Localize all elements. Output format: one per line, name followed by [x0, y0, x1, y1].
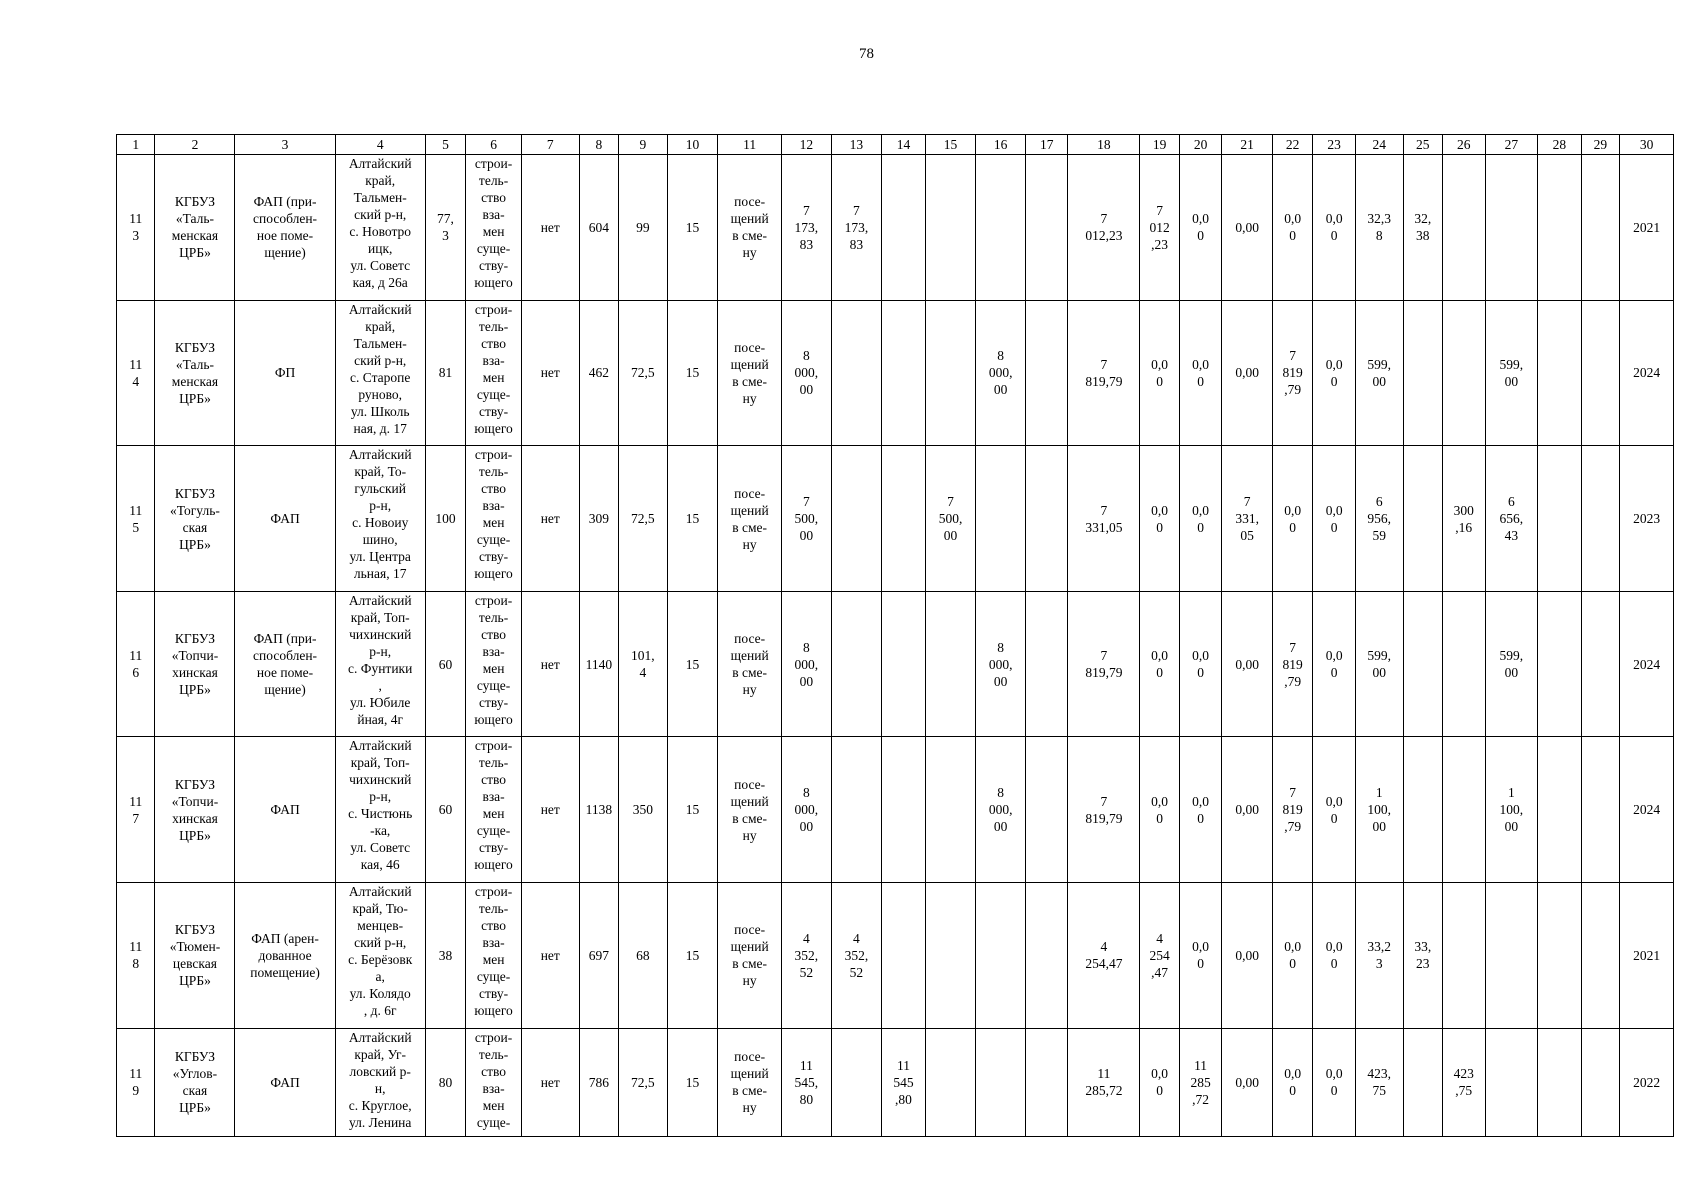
- table-cell: 0,0 0: [1272, 1028, 1312, 1136]
- table-cell: 11 3: [117, 155, 155, 301]
- table-cell: 0,0 0: [1272, 882, 1312, 1028]
- table-cell: [1538, 1028, 1582, 1136]
- table-cell: 68: [619, 882, 668, 1028]
- header-cell: 1: [117, 135, 155, 155]
- table-cell: 15: [667, 300, 718, 446]
- table-cell: 7 173, 83: [782, 155, 832, 301]
- header-cell: 13: [831, 135, 882, 155]
- table-cell: 2023: [1620, 446, 1674, 592]
- table-cell: нет: [521, 1028, 579, 1136]
- table-row: [117, 446, 1674, 592]
- table-cell: 8 000, 00: [782, 591, 832, 737]
- table-cell: [976, 155, 1026, 301]
- table-cell: [831, 737, 882, 883]
- header-cell: 24: [1355, 135, 1403, 155]
- table-cell: нет: [521, 737, 579, 883]
- table-cell: нет: [521, 446, 579, 592]
- table-cell: [1403, 446, 1442, 592]
- table-cell: 15: [667, 155, 718, 301]
- table-cell: 0,0 0: [1272, 155, 1312, 301]
- table-cell: 2024: [1620, 737, 1674, 883]
- table-cell: 15: [667, 737, 718, 883]
- table-cell: строи- тель- ство вза- мен суще- ству- ющего: [466, 882, 522, 1028]
- table-cell: [1442, 737, 1485, 883]
- table-cell: 599, 00: [1485, 591, 1538, 737]
- table-cell: КГБУЗ «Тогуль- ская ЦРБ»: [155, 446, 235, 592]
- table-cell: нет: [521, 591, 579, 737]
- table-cell: [925, 882, 976, 1028]
- table-cell: 0,0 0: [1179, 591, 1222, 737]
- table-cell: 15: [667, 591, 718, 737]
- table-cell: Алтайский край, Топ- чихинский р-н, с. Фунтики , ул. Юбиле йная, 4г: [335, 591, 425, 737]
- table-cell: [1025, 737, 1068, 883]
- table-cell: 309: [579, 446, 618, 592]
- header-cell: 19: [1140, 135, 1179, 155]
- table-cell: 100: [425, 446, 465, 592]
- table-cell: КГБУЗ «Таль- менская ЦРБ»: [155, 300, 235, 446]
- table-cell: [831, 300, 882, 446]
- table-cell: [1581, 446, 1619, 592]
- table-cell: 32,3 8: [1355, 155, 1403, 301]
- table-cell: строи- тель- ство вза- мен суще- ству- ющего: [466, 591, 522, 737]
- table-cell: Алтайский край, Тю- менцев- ский р-н, с. Берёзовк а, ул. Колядо , д. 6г: [335, 882, 425, 1028]
- table-cell: 72,5: [619, 446, 668, 592]
- table-cell: 423 ,75: [1442, 1028, 1485, 1136]
- table-cell: [1485, 1028, 1538, 1136]
- table-cell: КГБУЗ «Топчи- хинская ЦРБ»: [155, 591, 235, 737]
- table-cell: [1442, 882, 1485, 1028]
- table-cell: [1538, 737, 1582, 883]
- table-cell: 599, 00: [1485, 300, 1538, 446]
- table-cell: 4 352, 52: [782, 882, 832, 1028]
- table-cell: [1403, 591, 1442, 737]
- table-cell: [1538, 591, 1582, 737]
- table-cell: 350: [619, 737, 668, 883]
- table-cell: ФАП (арен- дованное помещение): [235, 882, 335, 1028]
- table-cell: ФАП (при- способлен- ное поме- щение): [235, 155, 335, 301]
- table-cell: [882, 882, 926, 1028]
- table-cell: [1025, 155, 1068, 301]
- table-cell: 7 012 ,23: [1140, 155, 1179, 301]
- header-cell: 2: [155, 135, 235, 155]
- header-cell: 8: [579, 135, 618, 155]
- table-cell: 599, 00: [1355, 591, 1403, 737]
- table-cell: [882, 737, 926, 883]
- table-row: [117, 1028, 1674, 1136]
- table-cell: 7 500, 00: [782, 446, 832, 592]
- table-cell: Алтайский край, Уг- ловский р- н, с. Круглое, ул. Ленина: [335, 1028, 425, 1136]
- table-cell: 7 819,79: [1068, 300, 1140, 446]
- table-cell: [976, 1028, 1026, 1136]
- table-cell: строи- тель- ство вза- мен суще- ству- ющего: [466, 155, 522, 301]
- table-cell: 0,0 0: [1140, 591, 1179, 737]
- table-cell: 77, 3: [425, 155, 465, 301]
- table-cell: [925, 591, 976, 737]
- table-cell: ФАП (при- способлен- ное поме- щение): [235, 591, 335, 737]
- header-cell: 28: [1538, 135, 1582, 155]
- table-cell: [831, 446, 882, 592]
- table-cell: 11 545 ,80: [882, 1028, 926, 1136]
- table-cell: 4 254 ,47: [1140, 882, 1179, 1028]
- table-cell: [1538, 300, 1582, 446]
- table-cell: 11 5: [117, 446, 155, 592]
- table-cell: 0,0 0: [1313, 1028, 1356, 1136]
- table-cell: 786: [579, 1028, 618, 1136]
- table-cell: 0,0 0: [1140, 1028, 1179, 1136]
- table-cell: 32, 38: [1403, 155, 1442, 301]
- table-cell: 0,0 0: [1272, 446, 1312, 592]
- data-table: [116, 134, 1674, 1137]
- table-cell: [882, 300, 926, 446]
- table-cell: 101, 4: [619, 591, 668, 737]
- table-cell: [1403, 1028, 1442, 1136]
- header-cell: 10: [667, 135, 718, 155]
- table-cell: [882, 155, 926, 301]
- table-cell: 0,00: [1222, 737, 1273, 883]
- table-cell: строи- тель- ство вза- мен суще- ству- ющего: [466, 737, 522, 883]
- table-cell: 0,0 0: [1313, 591, 1356, 737]
- table-cell: ФАП: [235, 446, 335, 592]
- header-cell: 17: [1025, 135, 1068, 155]
- header-cell: 6: [466, 135, 522, 155]
- table-cell: 72,5: [619, 1028, 668, 1136]
- table-cell: 11 4: [117, 300, 155, 446]
- header-cell: 9: [619, 135, 668, 155]
- table-cell: 11 7: [117, 737, 155, 883]
- table-cell: посе- щений в сме- ну: [718, 1028, 782, 1136]
- table-cell: 99: [619, 155, 668, 301]
- table-cell: 0,00: [1222, 882, 1273, 1028]
- table-cell: 8 000, 00: [976, 300, 1026, 446]
- table-cell: 7 819,79: [1068, 737, 1140, 883]
- table-cell: ФАП: [235, 737, 335, 883]
- table-cell: [1581, 882, 1619, 1028]
- table-cell: 0,0 0: [1140, 737, 1179, 883]
- table-cell: 0,0 0: [1313, 737, 1356, 883]
- table-cell: [831, 591, 882, 737]
- table-cell: [925, 737, 976, 883]
- header-cell: 21: [1222, 135, 1273, 155]
- table-cell: [1485, 882, 1538, 1028]
- header-cell: 7: [521, 135, 579, 155]
- table-cell: Алтайский край, Тальмен- ский р-н, с. Старопе руново, ул. Школь ная, д. 17: [335, 300, 425, 446]
- table-cell: КГБУЗ «Таль- менская ЦРБ»: [155, 155, 235, 301]
- table-cell: [1025, 300, 1068, 446]
- table-cell: 0,0 0: [1179, 446, 1222, 592]
- table-cell: 423, 75: [1355, 1028, 1403, 1136]
- table-cell: [925, 155, 976, 301]
- header-cell: 11: [718, 135, 782, 155]
- page-number: 78: [859, 46, 874, 62]
- table-cell: 11 6: [117, 591, 155, 737]
- table-cell: посе- щений в сме- ну: [718, 155, 782, 301]
- table-cell: 0,0 0: [1179, 300, 1222, 446]
- table-cell: 2021: [1620, 155, 1674, 301]
- table-cell: [1581, 737, 1619, 883]
- table-cell: [1581, 591, 1619, 737]
- table-cell: [1403, 300, 1442, 446]
- header-cell: 30: [1620, 135, 1674, 155]
- header-cell: 18: [1068, 135, 1140, 155]
- table-cell: 1 100, 00: [1355, 737, 1403, 883]
- table-cell: [831, 1028, 882, 1136]
- table-row: [117, 300, 1674, 446]
- table-cell: нет: [521, 882, 579, 1028]
- table-cell: 0,0 0: [1313, 155, 1356, 301]
- table-cell: [1025, 1028, 1068, 1136]
- table-cell: 60: [425, 737, 465, 883]
- table-cell: 72,5: [619, 300, 668, 446]
- table-cell: 0,0 0: [1179, 155, 1222, 301]
- table-cell: ФП: [235, 300, 335, 446]
- header-cell: 22: [1272, 135, 1312, 155]
- table-cell: 2021: [1620, 882, 1674, 1028]
- table-cell: [1581, 155, 1619, 301]
- header-row: [117, 135, 1674, 155]
- table-cell: 8 000, 00: [782, 300, 832, 446]
- table-cell: [882, 591, 926, 737]
- table-cell: 0,00: [1222, 300, 1273, 446]
- table-cell: 2024: [1620, 300, 1674, 446]
- table-cell: 0,0 0: [1140, 300, 1179, 446]
- table-cell: [1442, 155, 1485, 301]
- header-cell: 3: [235, 135, 335, 155]
- table-cell: 7 331,05: [1068, 446, 1140, 592]
- table-cell: 7 819 ,79: [1272, 300, 1312, 446]
- table-cell: 11 9: [117, 1028, 155, 1136]
- table-cell: 33, 23: [1403, 882, 1442, 1028]
- table-cell: нет: [521, 155, 579, 301]
- table-cell: [925, 1028, 976, 1136]
- table-cell: строи- тель- ство вза- мен суще- ству- ющего: [466, 300, 522, 446]
- table-cell: [976, 446, 1026, 592]
- header-cell: 23: [1313, 135, 1356, 155]
- table-cell: [1538, 882, 1582, 1028]
- table-cell: [976, 882, 1026, 1028]
- header-cell: 20: [1179, 135, 1222, 155]
- table-cell: [1403, 737, 1442, 883]
- table-cell: 462: [579, 300, 618, 446]
- table-cell: 300 ,16: [1442, 446, 1485, 592]
- table-cell: 2024: [1620, 591, 1674, 737]
- table-cell: 4 352, 52: [831, 882, 882, 1028]
- table-cell: 15: [667, 446, 718, 592]
- table-cell: 7 819 ,79: [1272, 737, 1312, 883]
- table-cell: [1025, 446, 1068, 592]
- table-cell: 8 000, 00: [782, 737, 832, 883]
- table-cell: КГБУЗ «Топчи- хинская ЦРБ»: [155, 737, 235, 883]
- table-cell: 0,0 0: [1179, 882, 1222, 1028]
- table-cell: 7 819,79: [1068, 591, 1140, 737]
- header-cell: 15: [925, 135, 976, 155]
- table-cell: посе- щений в сме- ну: [718, 737, 782, 883]
- table-row: [117, 155, 1674, 301]
- table-cell: 604: [579, 155, 618, 301]
- table-body: [117, 135, 1674, 1137]
- table-cell: строи- тель- ство взa- мен суще- ству- ющего: [466, 446, 522, 592]
- header-cell: 5: [425, 135, 465, 155]
- table-cell: 38: [425, 882, 465, 1028]
- table-row: [117, 882, 1674, 1028]
- table-cell: 80: [425, 1028, 465, 1136]
- table-cell: посе- щений в сме- ну: [718, 300, 782, 446]
- table-cell: 0,0 0: [1313, 882, 1356, 1028]
- table-cell: 0,00: [1222, 1028, 1273, 1136]
- table-cell: 1140: [579, 591, 618, 737]
- table-cell: 1 100, 00: [1485, 737, 1538, 883]
- table-cell: 11 285,72: [1068, 1028, 1140, 1136]
- table-cell: посе- щений в сме- ну: [718, 591, 782, 737]
- header-cell: 4: [335, 135, 425, 155]
- table-cell: 8 000, 00: [976, 737, 1026, 883]
- table-cell: Алтайский край, То- гульский р-н, с. Новоиу шино, ул. Центра льная, 17: [335, 446, 425, 592]
- header-cell: 29: [1581, 135, 1619, 155]
- table-cell: [1442, 300, 1485, 446]
- table-cell: 0,0 0: [1313, 300, 1356, 446]
- table-cell: КГБУЗ «Углов- ская ЦРБ»: [155, 1028, 235, 1136]
- table-cell: 0,00: [1222, 155, 1273, 301]
- table-cell: посе- щений в сме- ну: [718, 446, 782, 592]
- table-cell: 7 500, 00: [925, 446, 976, 592]
- table-cell: нет: [521, 300, 579, 446]
- table-cell: посе- щений в сме- ну: [718, 882, 782, 1028]
- table-row: [117, 737, 1674, 883]
- table-cell: 15: [667, 1028, 718, 1136]
- header-cell: 12: [782, 135, 832, 155]
- table-cell: 8 000, 00: [976, 591, 1026, 737]
- table-cell: [1025, 591, 1068, 737]
- header-cell: 14: [882, 135, 926, 155]
- table-cell: 1138: [579, 737, 618, 883]
- table-cell: 11 545, 80: [782, 1028, 832, 1136]
- table-cell: строи- тель- ство вза- мен суще-: [466, 1028, 522, 1136]
- table-cell: Алтайский край, Тальмен- ский р-н, с. Новотро ицк, ул. Советс кая, д 26а: [335, 155, 425, 301]
- table-cell: ФАП: [235, 1028, 335, 1136]
- table-cell: 15: [667, 882, 718, 1028]
- table-cell: 81: [425, 300, 465, 446]
- table-cell: 2022: [1620, 1028, 1674, 1136]
- table-cell: 7 012,23: [1068, 155, 1140, 301]
- table-cell: [1581, 300, 1619, 446]
- table-cell: [1538, 446, 1582, 592]
- table-cell: [1538, 155, 1582, 301]
- header-cell: 25: [1403, 135, 1442, 155]
- table-cell: 7 331, 05: [1222, 446, 1273, 592]
- table-cell: 0,0 0: [1140, 446, 1179, 592]
- header-cell: 27: [1485, 135, 1538, 155]
- table-cell: [925, 300, 976, 446]
- table-cell: 697: [579, 882, 618, 1028]
- table-cell: 33,2 3: [1355, 882, 1403, 1028]
- table-cell: 11 285 ,72: [1179, 1028, 1222, 1136]
- table-cell: [882, 446, 926, 592]
- table-cell: [1581, 1028, 1619, 1136]
- header-cell: 26: [1442, 135, 1485, 155]
- table-cell: КГБУЗ «Тюмен- цевская ЦРБ»: [155, 882, 235, 1028]
- table-cell: 0,0 0: [1179, 737, 1222, 883]
- table-cell: 7 173, 83: [831, 155, 882, 301]
- table-cell: 60: [425, 591, 465, 737]
- table-cell: 599, 00: [1355, 300, 1403, 446]
- table-cell: 4 254,47: [1068, 882, 1140, 1028]
- header-cell: 16: [976, 135, 1026, 155]
- table-cell: 7 819 ,79: [1272, 591, 1312, 737]
- table-cell: 6 656, 43: [1485, 446, 1538, 592]
- table-cell: [1485, 155, 1538, 301]
- table-cell: [1442, 591, 1485, 737]
- table-row: [117, 591, 1674, 737]
- table-cell: 0,0 0: [1313, 446, 1356, 592]
- table-cell: 0,00: [1222, 591, 1273, 737]
- table-cell: [1025, 882, 1068, 1028]
- table-cell: 6 956, 59: [1355, 446, 1403, 592]
- table-cell: 11 8: [117, 882, 155, 1028]
- table-cell: Алтайский край, Топ- чихинский р-н, с. Чистюнь -ка, ул. Советс кая, 46: [335, 737, 425, 883]
